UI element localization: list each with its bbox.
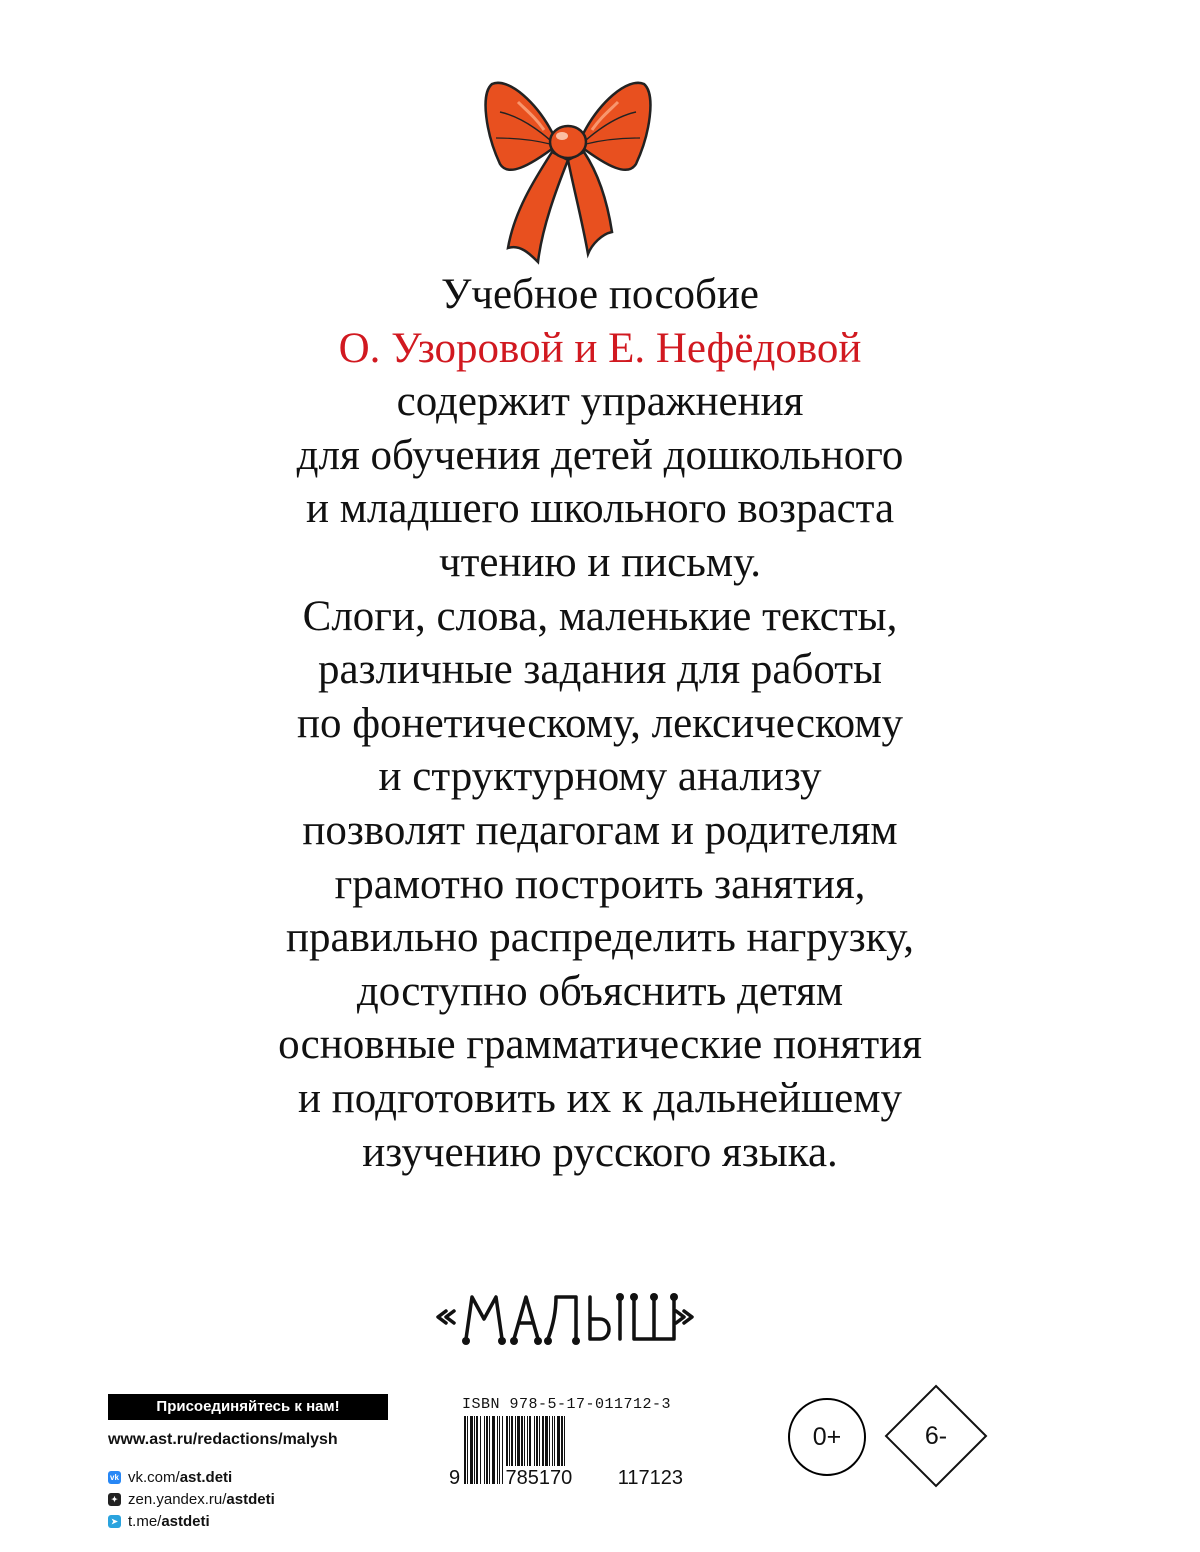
social-link-prefix: zen.yandex.ru/ [128, 1490, 227, 1508]
barcode-digit-group: 117123 [617, 1467, 683, 1489]
age-rating-circle: 0+ [788, 1398, 866, 1476]
zen-icon: ✦ [108, 1493, 121, 1506]
description-line: правильно распределить нагрузку, [286, 914, 914, 962]
vk-icon: vk [108, 1471, 121, 1484]
age-rating-diamond: 6- [924, 1421, 948, 1450]
bow-icon [478, 72, 658, 272]
description-line: и младшего школьного возраста [305, 485, 895, 533]
description-line: различные задания для работы [318, 646, 882, 694]
social-link-prefix: vk.com/ [128, 1468, 180, 1486]
description-line: чтению и письму. [438, 538, 762, 586]
website-link[interactable]: www.ast.ru/redactions/malysh [108, 1431, 338, 1448]
description-line: доступно объяснить детям [356, 967, 844, 1015]
barcode-digit-group: 785170 [505, 1467, 573, 1489]
social-link-handle: ast.deti [179, 1468, 233, 1486]
description-text [100, 268, 1100, 1179]
social-link-prefix: t.me/ [128, 1512, 162, 1530]
social-link-handle: astdeti [161, 1512, 210, 1530]
description-line: и структурному анализу [378, 753, 822, 801]
malysh-logo [430, 1275, 700, 1355]
social-link-handle: astdeti [226, 1490, 275, 1508]
telegram-icon: ➤ [108, 1515, 121, 1528]
barcode-digit-group: 9 [449, 1467, 461, 1489]
description-line: изучению русского языка. [362, 1128, 838, 1176]
description-line: содержит упражнения [396, 378, 804, 426]
social-links [108, 1466, 275, 1532]
description-line: Учебное пособие [440, 271, 760, 318]
barcode-digits [448, 1466, 684, 1490]
social-link[interactable] [108, 1466, 275, 1488]
description-line: основные грамматические понятия [278, 1021, 922, 1069]
description-line: позволят педагогам и родителям [302, 806, 898, 854]
description-line: и подготовить их к дальнейшему [298, 1074, 902, 1122]
social-link[interactable] [108, 1510, 275, 1532]
isbn-label: ISBN 978-5-17-011712-3 [462, 1396, 672, 1413]
description-line: для обучения детей дошкольного [296, 431, 904, 479]
description-line: по фонетическому, лексическому [296, 699, 904, 747]
join-us-banner: Присоединяйтесь к нам! [108, 1394, 388, 1420]
description-line: грамотно построить занятия, [334, 860, 866, 908]
description-line: Слоги, слова, маленькие тексты, [302, 592, 898, 640]
social-link[interactable] [108, 1488, 275, 1510]
description-line: О. Узоровой и Е. Нефёдовой [338, 324, 862, 372]
